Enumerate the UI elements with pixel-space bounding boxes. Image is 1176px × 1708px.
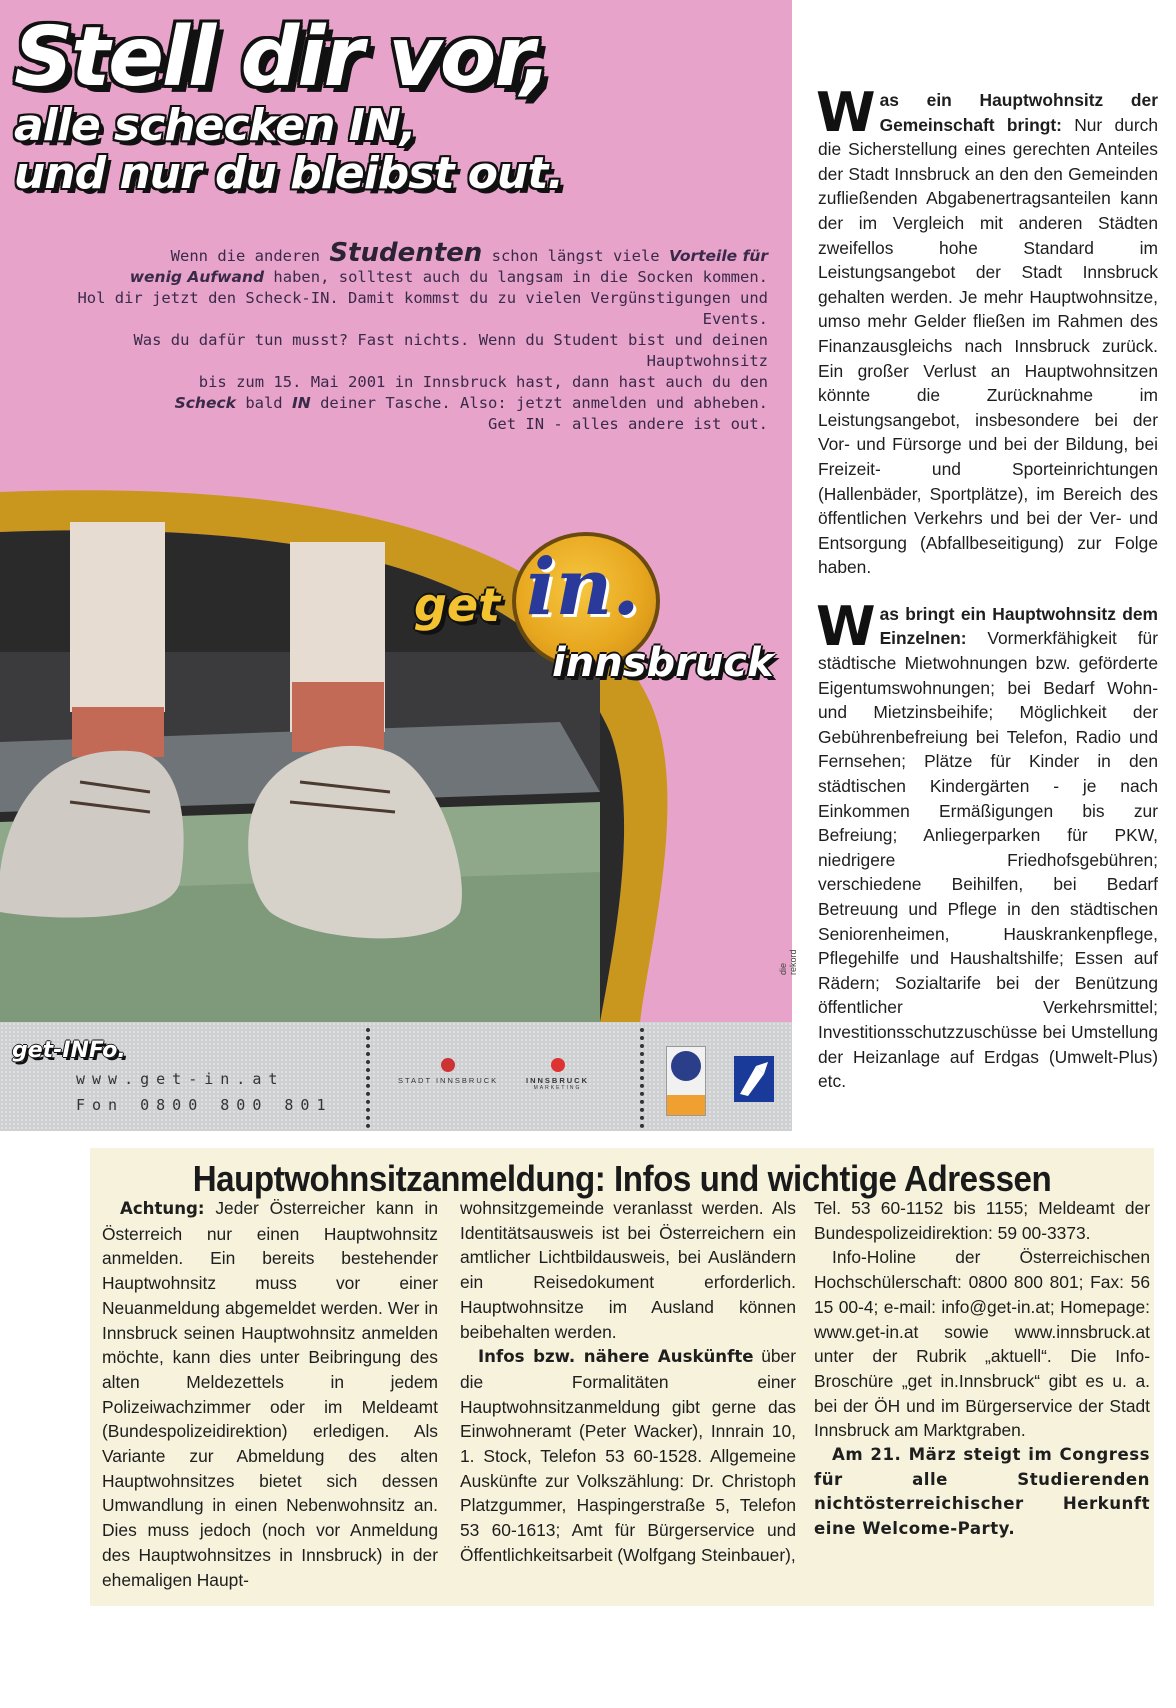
ad-text-bold: IN: [291, 394, 311, 412]
dotted-divider: [366, 1028, 370, 1128]
ad-text: Hol dir jetzt den Scheck-IN. Damit kommst du zu vielen Vergünstigungen und Events.: [77, 289, 768, 328]
logo-in-text: in.: [526, 542, 640, 633]
ad-text-studenten: Studenten: [329, 238, 483, 268]
ad-text: deiner Tasche. Also: jetzt anmelden und abheben.: [310, 394, 768, 412]
ad-text-bold: wenig Aufwand: [129, 268, 265, 286]
sponsor-1-text: STADT INNSBRUCK: [398, 1076, 499, 1085]
ad-headline-line-3: und nur du bleibst out.: [14, 148, 564, 199]
oeh-logo-icon: [734, 1056, 774, 1102]
info-column-3: [814, 1196, 1150, 1542]
info-box: [90, 1148, 1154, 1606]
ad-text: schon längst viele: [482, 247, 669, 265]
photo-credit: die rekord: [778, 949, 798, 975]
info-column-1: [102, 1196, 438, 1592]
info-text: Tel. 53 60-1152 bis 1155; Meldeamt der Bundespolizeidirektion: 59 00-3373.: [814, 1198, 1150, 1243]
website-text: www.get-in.at: [76, 1070, 285, 1088]
ad-text-bold: Vorteile für: [668, 247, 768, 265]
dotted-divider: [640, 1028, 644, 1128]
ad-body-text: [48, 238, 768, 435]
logo-get-text: get: [414, 578, 501, 632]
ad-text: bald: [235, 394, 292, 412]
shoes-photo: [0, 492, 792, 1022]
info-text: über die Formalitäten einer Hauptwohnsitzanmeldung gibt gerne das Einwohneramt (Peter Wacker), Innrain 10, 1. Stock, Telefon 53 60-1528. Allgemeine Auskünfte zur Volkszählung: Dr. Christoph Platzgummer, Haspingerstraße 5, Telefon 53 60-1613; Amt für Bürgerservice und Öffentlichkeitsarbeit (Wolfgang Steinbauer),: [460, 1346, 796, 1565]
info-lead: Achtung:: [120, 1199, 205, 1218]
ad-headline-line-1: Stell dir vor,: [14, 10, 550, 105]
stadt-innsbruck-logo: [398, 1058, 498, 1085]
ad-text: haben, solltest auch du langsam in die Socken kommen.: [264, 268, 768, 286]
ad-headline: [14, 10, 564, 199]
innsbruck-marketing-logo: [526, 1058, 589, 1091]
paragraph-lead: as ein Hauptwohnsitz der Gemeinschaft bringt:: [879, 90, 1158, 135]
info-column-2: [460, 1196, 796, 1568]
info-text: wohnsitzgemeinde veranlasst werden. Als Identitätsausweis ist bei Österreichern ein amtlicher Lichtbildausweis, bei Ausländern ein Reisedokument erforderlich. Hauptwohnsitze im Ausland können beibehalten werden.: [460, 1198, 796, 1342]
ad-text: Get IN - alles andere ist out.: [488, 415, 768, 433]
ad-text: Wenn die anderen: [170, 247, 330, 265]
info-text: Info-Holine der Österreichischen Hochschülerschaft: 0800 800 801; Fax: 56 15 00-4; e-mail: info@get-in.at; Homepage: www.get-in.at sowie www.innsbruck.at unter der Rubrik „aktuell“. Die Info-Broschüre „get in.Innsbruck“ gibt es u. a. bei der ÖH und im Bürgerservice der Stadt Innsbruck am Marktgraben.: [814, 1247, 1150, 1441]
info-box-title: Hauptwohnsitzanmeldung: Infos und wichtige Adressen: [192, 1158, 1052, 1199]
sponsor-2-text: INNSBRUCK: [526, 1076, 589, 1085]
ad-footer: [0, 1022, 792, 1131]
right-column-article: [816, 81, 1158, 1116]
ad-text-bold: Scheck: [174, 394, 236, 412]
info-text: Jeder Österreicher kann in Österreich nur einen Hauptwohnsitz anmelden. Ein bereits bestehender Hauptwohnsitz muss vor einer Neuanmeldung abgemeldet werden. Wer in Innsbruck seinen Hauptwohnsitz anmelden möchte, kann dies unter Beibringung des alten Meldezettels in jedem Polizeiwachzimmer oder im Meldeamt (Bundespolizeidirektion) erledigen. Als Variante zur Abmeldung des alten Hauptwohnsitzes bietet sich dessen Umwandlung in einen Nebenwohnsitz an. Dies muss jedoch (noch vor Anmeldung des Hauptwohnsitzes in Innsbruck) in der ehemaligen Haupt-: [102, 1198, 438, 1590]
paragraph-body: Vormerkfähigkeit für städtische Mietwohnungen bzw. geförderte Eigentumswohnungen; bei Bedarf Wohn- und Mietzinsbeihife; Möglichkeit der Gebührenbefreiung bei Telefon, Radio und Fernsehen; Plätze für Kinder in den städtischen Kindergärten - je nach Einkommen Ermäßigungen bis zur Befreiung; Anliegerparken für PKW, niedrigere Friedhofsgebühren; verschiedene Beihilfen, bei Bedarf Betreuung und Pflege in den städtischen Seniorenheimen, Hauskrankenpflege, Pflegehilfe und Haushaltshilfe; Essen auf Rädern; Sozialtarife bei der Benützung öffentlicher Verkehrsmittel; Investitionsschutzzuschüsse bei Umstellung der Heizanlage auf Erdgas (Umwelt-Plus) etc.: [818, 628, 1158, 1092]
paragraph-body: Nur durch die Sicherstellung eines gerechten Anteiles der Stadt Innsbruck an den den Gemeinden zufließenden Abgabenertragsanteilen kann der im Vergleich mit anderen Städten zweifellos hohe Standard im Leistungsangebot der Stadt Innsbruck gehalten werden. Je mehr Hauptwohnsitze, umso mehr Gelder fließen im Rahmen des Finanzausgleichs nach Innsbruck zurück. Ein großer Verlust an Hauptwohnsitzen könnte die Zurücknahme im Leistungsangebot, insbesondere bei der Vor- und Fürsorge und bei der Bildung, bei Freizeit- und Sporteinrichtungen (Hallenbäder, Sportplätze), im Bereich des öffentlichen Verkehrs und bei der Ver- und Entsorgung (Abfallbeseitigung) zur Folge haben.: [818, 114, 1158, 578]
info-lead: Infos bzw. nähere Auskünfte: [478, 1347, 754, 1367]
article-paragraph-1: [816, 81, 1158, 580]
closing-announcement: Am 21. März steigt im Congress für alle Studierenden nichtösterreichischer Herkunft eine Welcome-Party.: [814, 1445, 1150, 1539]
phone-text: Fon 0800 800 801: [76, 1096, 333, 1114]
get-info-label: get-INFo.: [12, 1038, 126, 1063]
sponsor-2-subtext: MARKETING: [533, 1085, 582, 1091]
drop-cap: W: [816, 594, 876, 658]
ad-text: Was du dafür tun musst? Fast nichts. Wenn du Student bist und deinen Hauptwohnsitz: [133, 331, 768, 370]
university-logo: [666, 1046, 706, 1116]
ad-text: bis zum 15. Mai 2001 in Innsbruck hast, dann hast auch du den: [198, 373, 768, 391]
paragraph-lead: as bringt ein Hauptwohnsitz dem Einzelnen:: [879, 603, 1158, 649]
ad-headline-line-2: alle schecken IN,: [14, 100, 416, 151]
logo-city-text: innsbruck: [552, 640, 774, 686]
advertisement: [0, 0, 798, 1131]
article-paragraph-2: [816, 594, 1158, 1094]
drop-cap: W: [816, 81, 876, 144]
